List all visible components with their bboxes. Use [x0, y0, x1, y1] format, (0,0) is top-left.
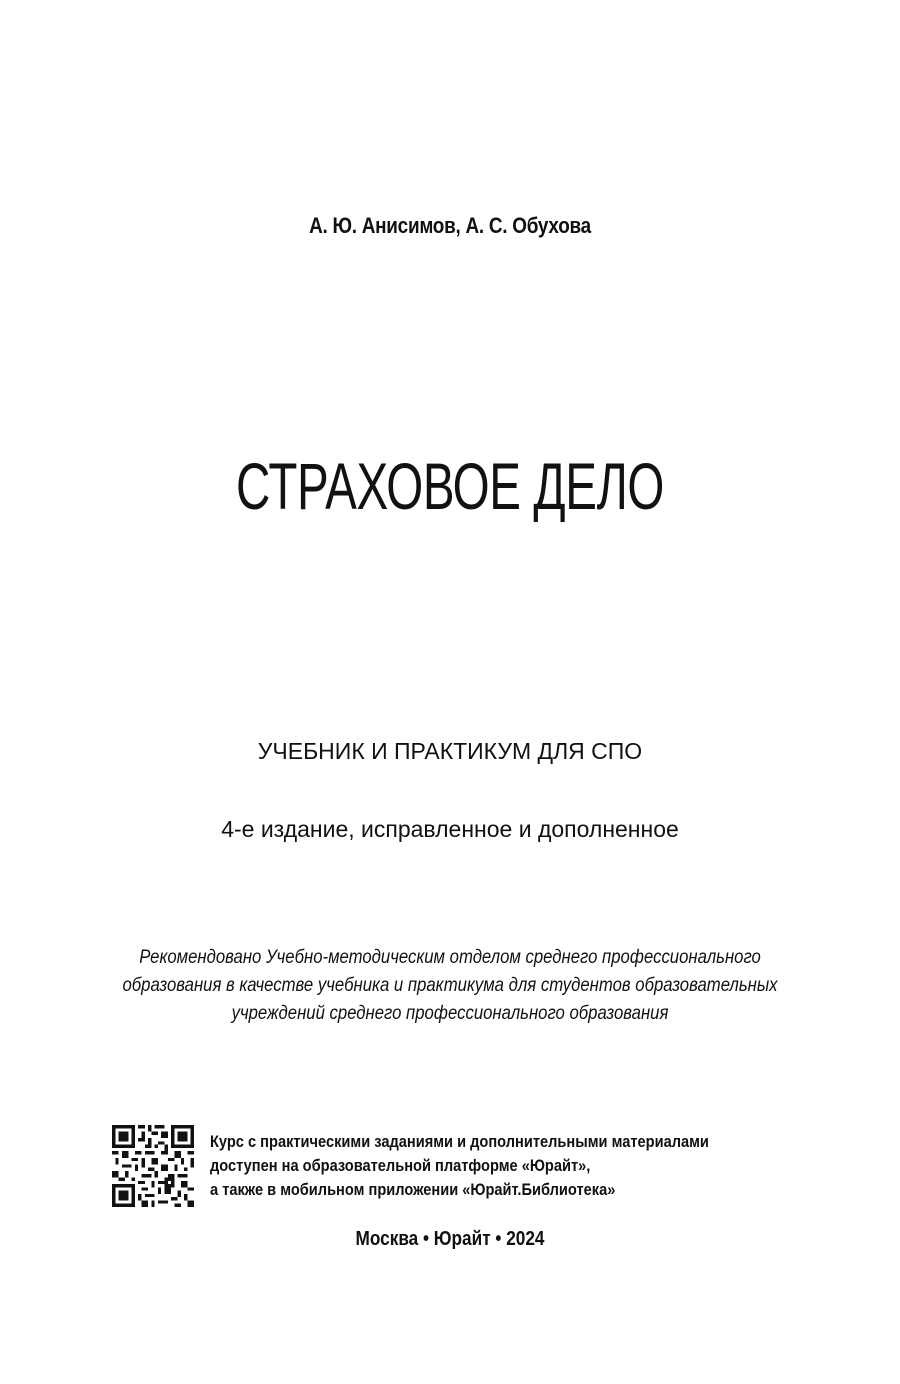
- book-title: СТРАХОВОЕ ДЕЛО: [235, 449, 665, 523]
- recommendation-line: образования в качестве учебника и практикума для студентов образовательных: [122, 975, 778, 996]
- recommendation-block: [54, 944, 846, 1028]
- book-subtitle: УЧЕБНИК И ПРАКТИКУМ ДЛЯ СПО: [257, 738, 643, 764]
- imprint: Москва • Юрайт • 2024: [355, 1228, 545, 1250]
- course-info-line: Курс с практическими заданиями и дополнительными материалами: [210, 1132, 709, 1151]
- course-info-line: доступен на образовательной платформе «Юрайт»,: [210, 1156, 591, 1175]
- edition-note: 4-е издание, исправленное и дополненное: [221, 816, 679, 842]
- qr-code-icon[interactable]: [112, 1125, 194, 1207]
- authors: А. Ю. Анисимов, А. С. Обухова: [309, 213, 591, 238]
- recommendation-line: учреждений среднего профессионального образования: [231, 1003, 669, 1024]
- course-info-line: а также в мобильном приложении «Юрайт.Библиотека»: [210, 1180, 616, 1199]
- recommendation-line: Рекомендовано Учебно-методическим отделом среднего профессионального: [139, 947, 761, 968]
- course-info: [210, 1130, 709, 1202]
